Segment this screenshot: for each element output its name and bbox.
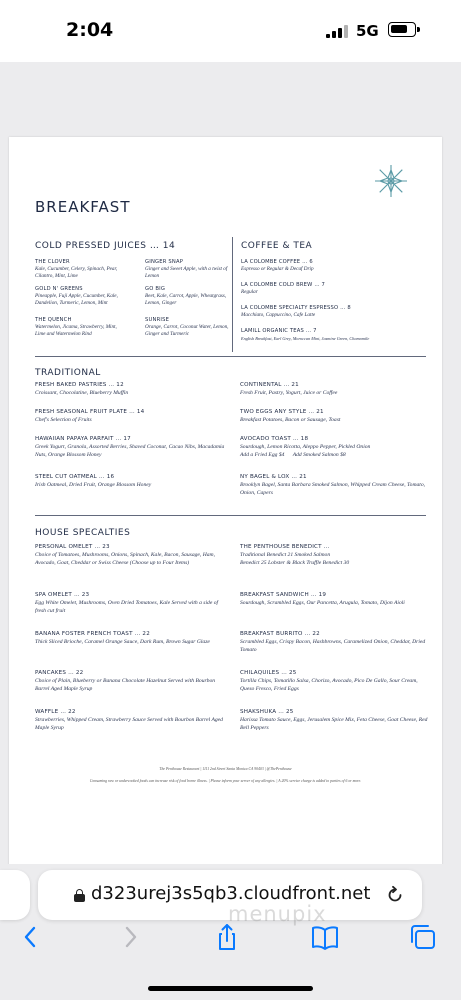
specialty-item: SHAKSHUKA … 25 Harissa Tomato Sauce, Eggs, Jerusalem Spice Mix, Feta Cheese, Goat Cheese, Red Bell Peppers	[240, 709, 428, 731]
menu-title: BREAKFAST	[35, 198, 131, 216]
specialty-item: BREAKFAST SANDWICH … 19 Sourdough, Scrambled Eggs, Our Pancetta, Arugula, Tomato, Dijon Aioli	[240, 592, 405, 606]
menu-sheet	[9, 137, 442, 877]
reload-icon[interactable]	[385, 885, 405, 905]
traditional-item: CONTINENTAL … 21 Fresh Fruit, Pastry, Yogurt, Juice or Coffee	[240, 382, 338, 396]
url-text[interactable]: d323urej3s5qb3.cloudfront.net	[91, 883, 371, 904]
traditional-item: FRESH SEASONAL FRUIT PLATE … 14 Chef's Selection of Fruits	[35, 409, 145, 423]
battery-icon	[388, 22, 416, 37]
traditional-item: TWO EGGS ANY STYLE … 21 Breakfast Potatoes, Bacon or Sausage, Toast	[240, 409, 341, 423]
column-divider	[232, 237, 233, 352]
book-icon[interactable]	[310, 922, 340, 952]
traditional-heading: TRADITIONAL	[35, 368, 101, 378]
specialty-item: PERSONAL OMELET … 23 Choice of Tomatoes, Mushrooms, Onions, Spinach, Kale, Bacon, Sausage, Ham, Avocado, Goat, Cheddar or Swiss Cheese (Choose up to Four Items)	[35, 544, 215, 566]
specialties-heading: HOUSE SPECALTIES	[35, 528, 131, 538]
chevron-left-icon[interactable]	[16, 922, 46, 952]
status-bar	[0, 0, 461, 62]
chevron-right-icon[interactable]	[115, 922, 145, 952]
footer-address: The Penthouse Restaurant | 1111 2nd Street Santa Monica CA 90403 | @ThePenthouse	[159, 767, 292, 771]
specialty-item: WAFFLE … 22 Strawberries, Whipped Cream, Strawberry Sauce Served with Bourbon Barrel Aged Maple Syrup	[35, 709, 223, 731]
previous-tab-pill[interactable]	[0, 870, 30, 920]
juice-item: GO BIG Beet, Kale, Carrot, Apple, Wheatgrass, Lemon, Ginger	[145, 286, 227, 306]
traditional-item: STEEL CUT OATMEAL … 16 Irish Oatmeal, Dried Fruit, Orange Blossom Honey	[35, 474, 152, 488]
home-indicator	[148, 986, 313, 991]
coffee-item: LA COLOMBE COFFEE … 6 Espresso or Regular & Decaf Drip	[241, 259, 314, 272]
status-time: 2:04	[66, 19, 114, 41]
coffee-item: LA COLOMBE COLD BREW … 7 Regular	[241, 282, 326, 295]
section-divider	[35, 356, 426, 357]
cellular-signal-icon	[326, 25, 348, 38]
traditional-item: NY BAGEL & LOX … 21 Brooklyn Bagel, Santa Barbara Smoked Salmon, Whipped Cream Cheese, Tomato, Onion, Capers	[240, 474, 426, 496]
coffee-item: LAMILL ORGANIC TEAS … 7 English Breakfast, Earl Grey, Moroccan Mint, Jasmine Green, Chamomile	[241, 328, 370, 341]
juice-item: GOLD N' GREENS Pineapple, Fuji Apple, Cucumber, Kale, Dandelion, Turmeric, Lemon, Mint	[35, 286, 118, 306]
section-divider	[35, 515, 426, 516]
specialty-item: PANCAKES … 22 Choice of Plain, Blueberry or Banana Chocolate Hazelnut Served with Bourbon Barrel Aged Maple Syrup	[35, 670, 216, 692]
specialty-item: THE PENTHOUSE BENEDICT … Traditional Benedict 21 Smoked Salmon Benedict 25 Lobster & Black Truffle Benedict 30	[240, 544, 350, 566]
specialty-item: BANANA FOSTER FRENCH TOAST … 22 Thick Sliced Brioche, Caramel Orange Sauce, Dark Rum, Brown Sugar Glaze	[35, 631, 210, 645]
tabs-icon[interactable]	[408, 922, 438, 952]
web-content[interactable]	[0, 62, 461, 864]
snowflake-logo-icon	[373, 163, 409, 199]
traditional-item: AVOCADO TOAST … 18 Sourdough, Lemon Ricotta, Aleppo Pepper, Pickled Onion Add a Fried Egg $4 Add Smoked Salmon $8	[240, 436, 371, 458]
footer-disclaimer: Consuming raw or undercooked foods can increase risk of food borne illness. | Please inform your server of any allergies. | A 20% service charge is added to parties of 6 or more.	[89, 779, 362, 783]
coffee-item: LA COLOMBE SPECIALTY ESPRESSO … 8 Macchiato, Cappuccino, Cafe Latte	[241, 305, 351, 318]
traditional-item: HAWAIIAN PAPAYA PARFAIT … 17 Greek Yogurt, Granola, Assorted Berries, Shaved Coconut, Cacao Nibs, Macadamia Nuts, Orange Blossom Honey	[35, 436, 225, 458]
lock-icon	[74, 889, 85, 902]
cold-pressed-heading: COLD PRESSED JUICES … 14	[35, 241, 176, 251]
juice-item: THE QUENCH Watermelon, Jicama, Strawberry, Mint, Lime and Watermelon Rind	[35, 317, 117, 337]
juice-item: THE CLOVER Kale, Cucumber, Celery, Spinach, Pear, Cilantro, Mint, Lime	[35, 259, 118, 279]
browser-toolbar	[0, 864, 461, 1000]
coffee-tea-heading: COFFEE & TEA	[241, 241, 313, 251]
watermark: menupix	[228, 902, 327, 926]
traditional-item: FRESH BAKED PASTRIES … 12 Croissant, Chocolatine, Blueberry Muffin	[35, 382, 129, 396]
juice-item: GINGER SNAP Ginger and Sweet Apple, with a twist of Lemon	[145, 259, 228, 279]
network-type: 5G	[356, 22, 379, 40]
juice-item: SUNRISE Orange, Carrot, Coconut Water, Lemon, Ginger and Turmeric	[145, 317, 229, 337]
share-icon[interactable]	[212, 922, 242, 952]
specialty-item: BREAKFAST BURRITO … 22 Scrambled Eggs, Crispy Bacon, Hashbrowns, Caramelized Onion, Cheddar, Dried Tomato	[240, 631, 426, 653]
specialty-item: SPA OMELET … 23 Egg White Omelet, Mushrooms, Oven Dried Tomatoes, Kale Served with a side of fresh cut fruit	[35, 592, 219, 614]
specialty-item: CHILAQUILES … 25 Tortilla Chips, Tomatillo Salsa, Chorizo, Avocado, Pico De Gallo, Sour Cream, Queso Fresco, Fried Eggs	[240, 670, 418, 692]
